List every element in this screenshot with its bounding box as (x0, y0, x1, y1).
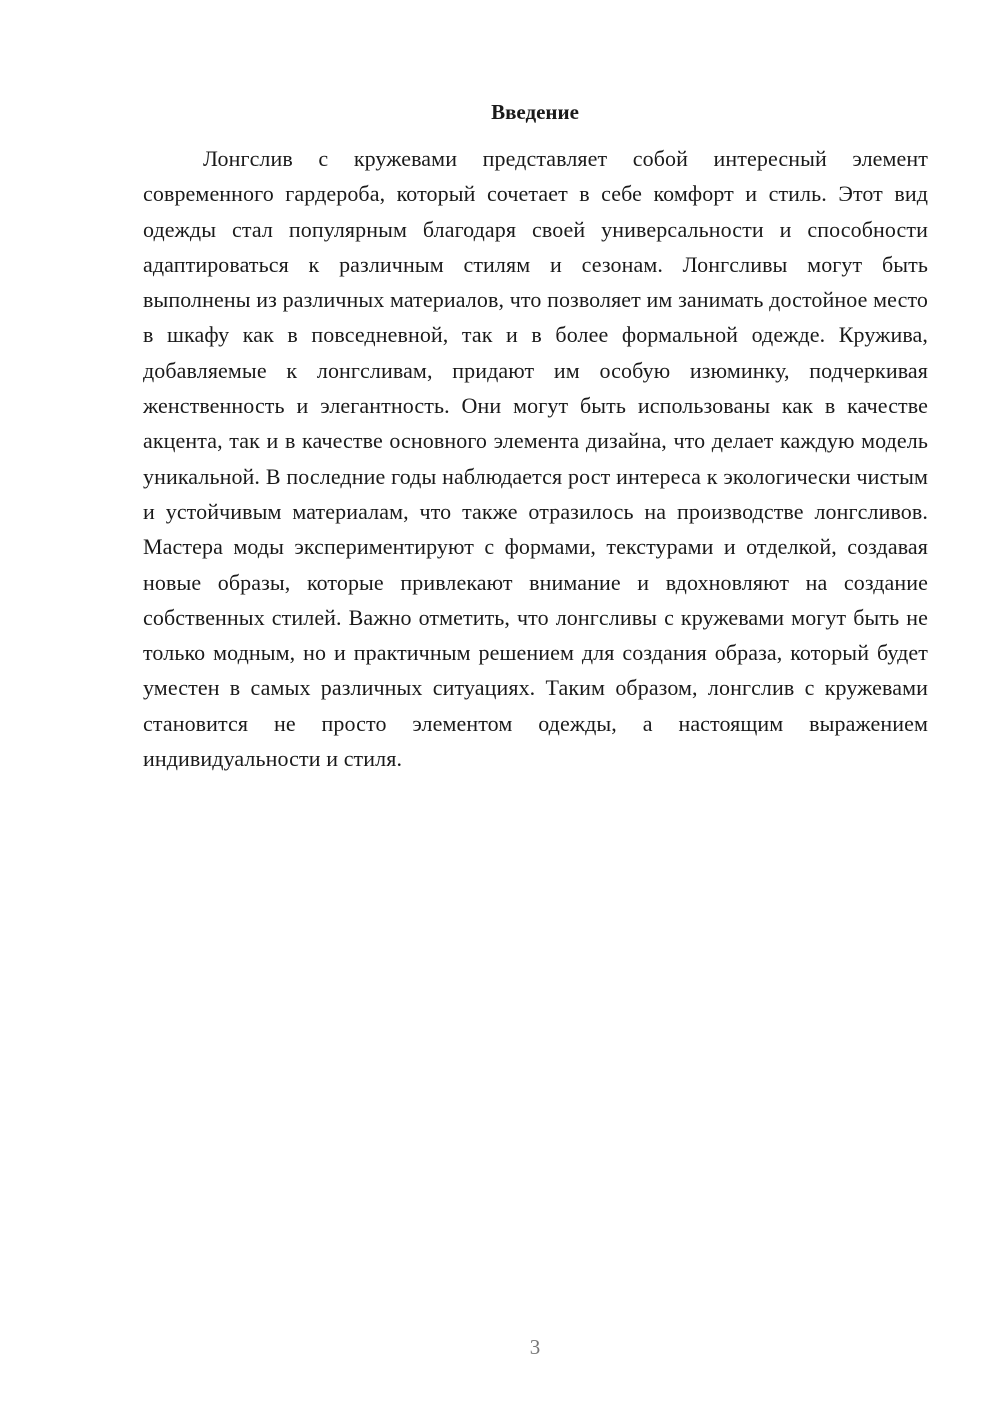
page-number: 3 (529, 1335, 541, 1359)
body-paragraph: Лонгслив с кружевами представляет собой интересный элемент современного гардероба, который сочетает в себе комфорт и стиль. Этот вид одежды стал популярным благодаря своей универсальности и способности адаптироваться к различным стилям и сезонам. Лонгсливы могут быть выполнены из различных материалов, что позволяет им занимать достойное место в шкафу как в повседневной, так и в более формальной одежде. Кружива, добавляемые к лонгсливам, придают им особую изюминку, подчеркивая женственность и элегантность. Они могут быть использованы как в качестве акцента, так и в качестве основного элемента дизайна, что делает каждую модель уникальной. В последние годы наблюдается рост интереса к экологически чистым и устойчивым материалам, что также отразилось на производстве лонгсливов. Мастера моды экспериментируют с формами, текстурами и отделкой, создавая новые образы, которые привлекают внимание и вдохновляют на создание собственных стилей. Важно отметить, что лонгсливы с кружевами могут быть не только модным, но и практичным решением для создания образа, который будет уместен в самых различных ситуациях. Таким образом, лонгслив с кружевами становится не просто элементом одежды, а настоящим выражением индивидуальности и стиля. (143, 146, 928, 772)
page-title: Введение (491, 100, 579, 124)
